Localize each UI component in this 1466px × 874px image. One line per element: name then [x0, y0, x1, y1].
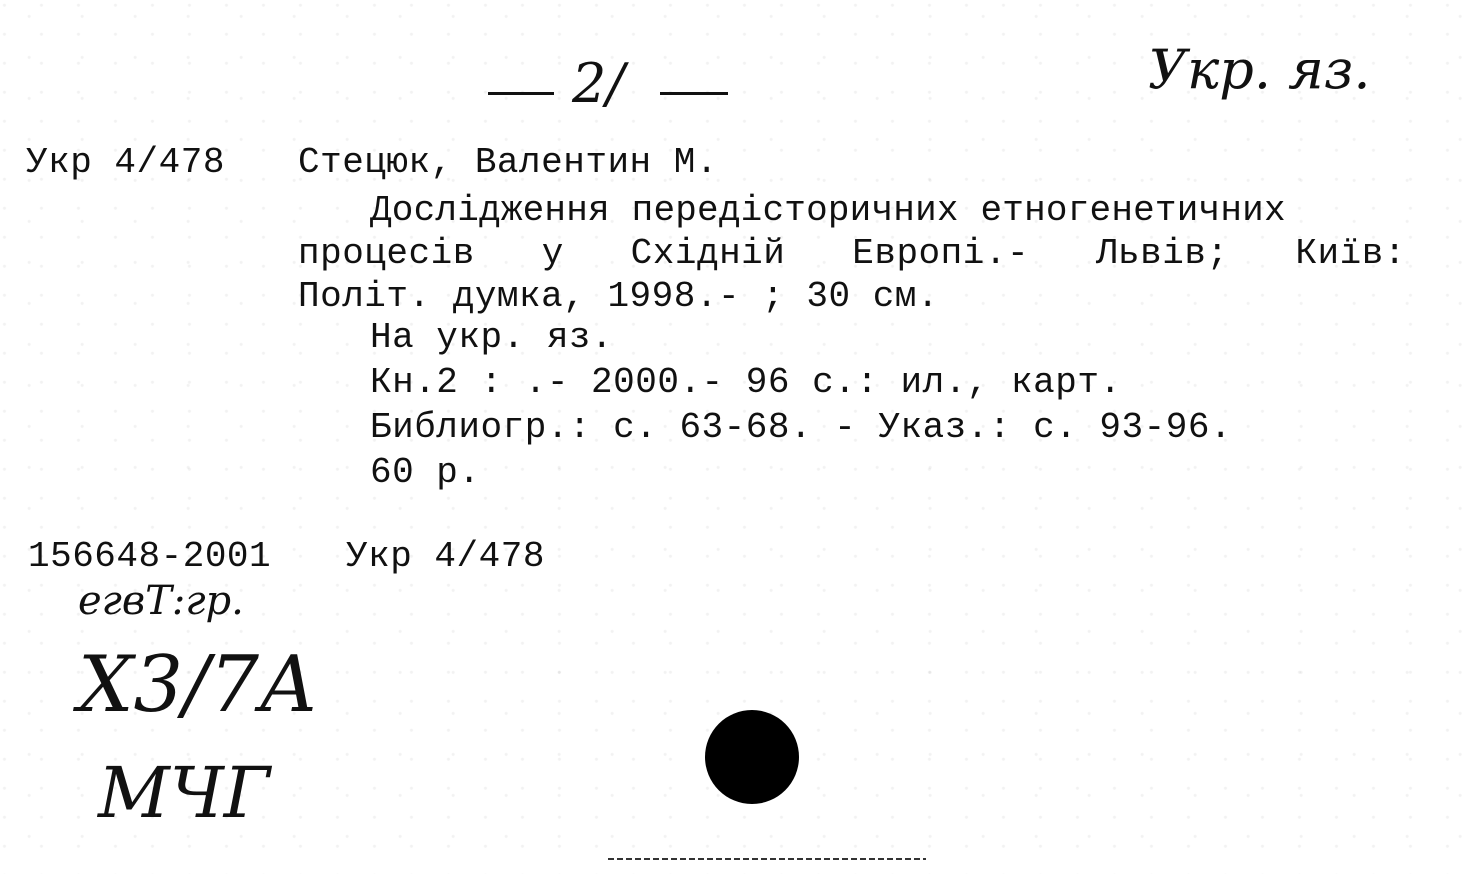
title-word: у — [541, 233, 564, 274]
title-line-1: Дослідження передісторичних етногенетичних — [370, 190, 1286, 231]
handwritten-initials: МЧГ — [98, 752, 271, 834]
handwritten-note-code: егвТ:гр. — [78, 578, 244, 624]
language-note: На укр. яз. — [370, 317, 614, 358]
author: Стецюк, Валентин М. — [298, 142, 718, 183]
title-word: Львів; — [1095, 233, 1229, 274]
bibliography-note: Библиогр.: с. 63-68. - Указ.: с. 93-96. — [370, 407, 1233, 448]
title-line-2 — [298, 233, 1406, 274]
right-dash — [660, 92, 728, 95]
handwritten-language-note: Укр. яз. — [1148, 38, 1371, 101]
handwritten-shelf-mark: Х3/7А — [78, 640, 319, 730]
title-word: Київ: — [1295, 233, 1406, 274]
footer-call-number: Укр 4/478 — [346, 536, 545, 577]
price: 60 р. — [370, 452, 481, 493]
left-dash — [488, 92, 554, 95]
title-word: процесів — [298, 233, 475, 274]
call-number: Укр 4/478 — [26, 142, 225, 183]
bottom-rule — [608, 858, 926, 860]
title-line-3: Політ. думка, 1998.- ; 30 см. — [298, 276, 940, 317]
accession-number: 156648-2001 — [28, 536, 272, 577]
page-number-glyph: 2/ — [572, 52, 625, 115]
punch-hole — [705, 710, 799, 804]
page-number — [572, 52, 625, 115]
title-word: Европі.- — [852, 233, 1030, 274]
volume-note: Кн.2 : .- 2000.- 96 с.: ил., карт. — [370, 362, 1122, 403]
title-word: Східній — [630, 233, 786, 274]
